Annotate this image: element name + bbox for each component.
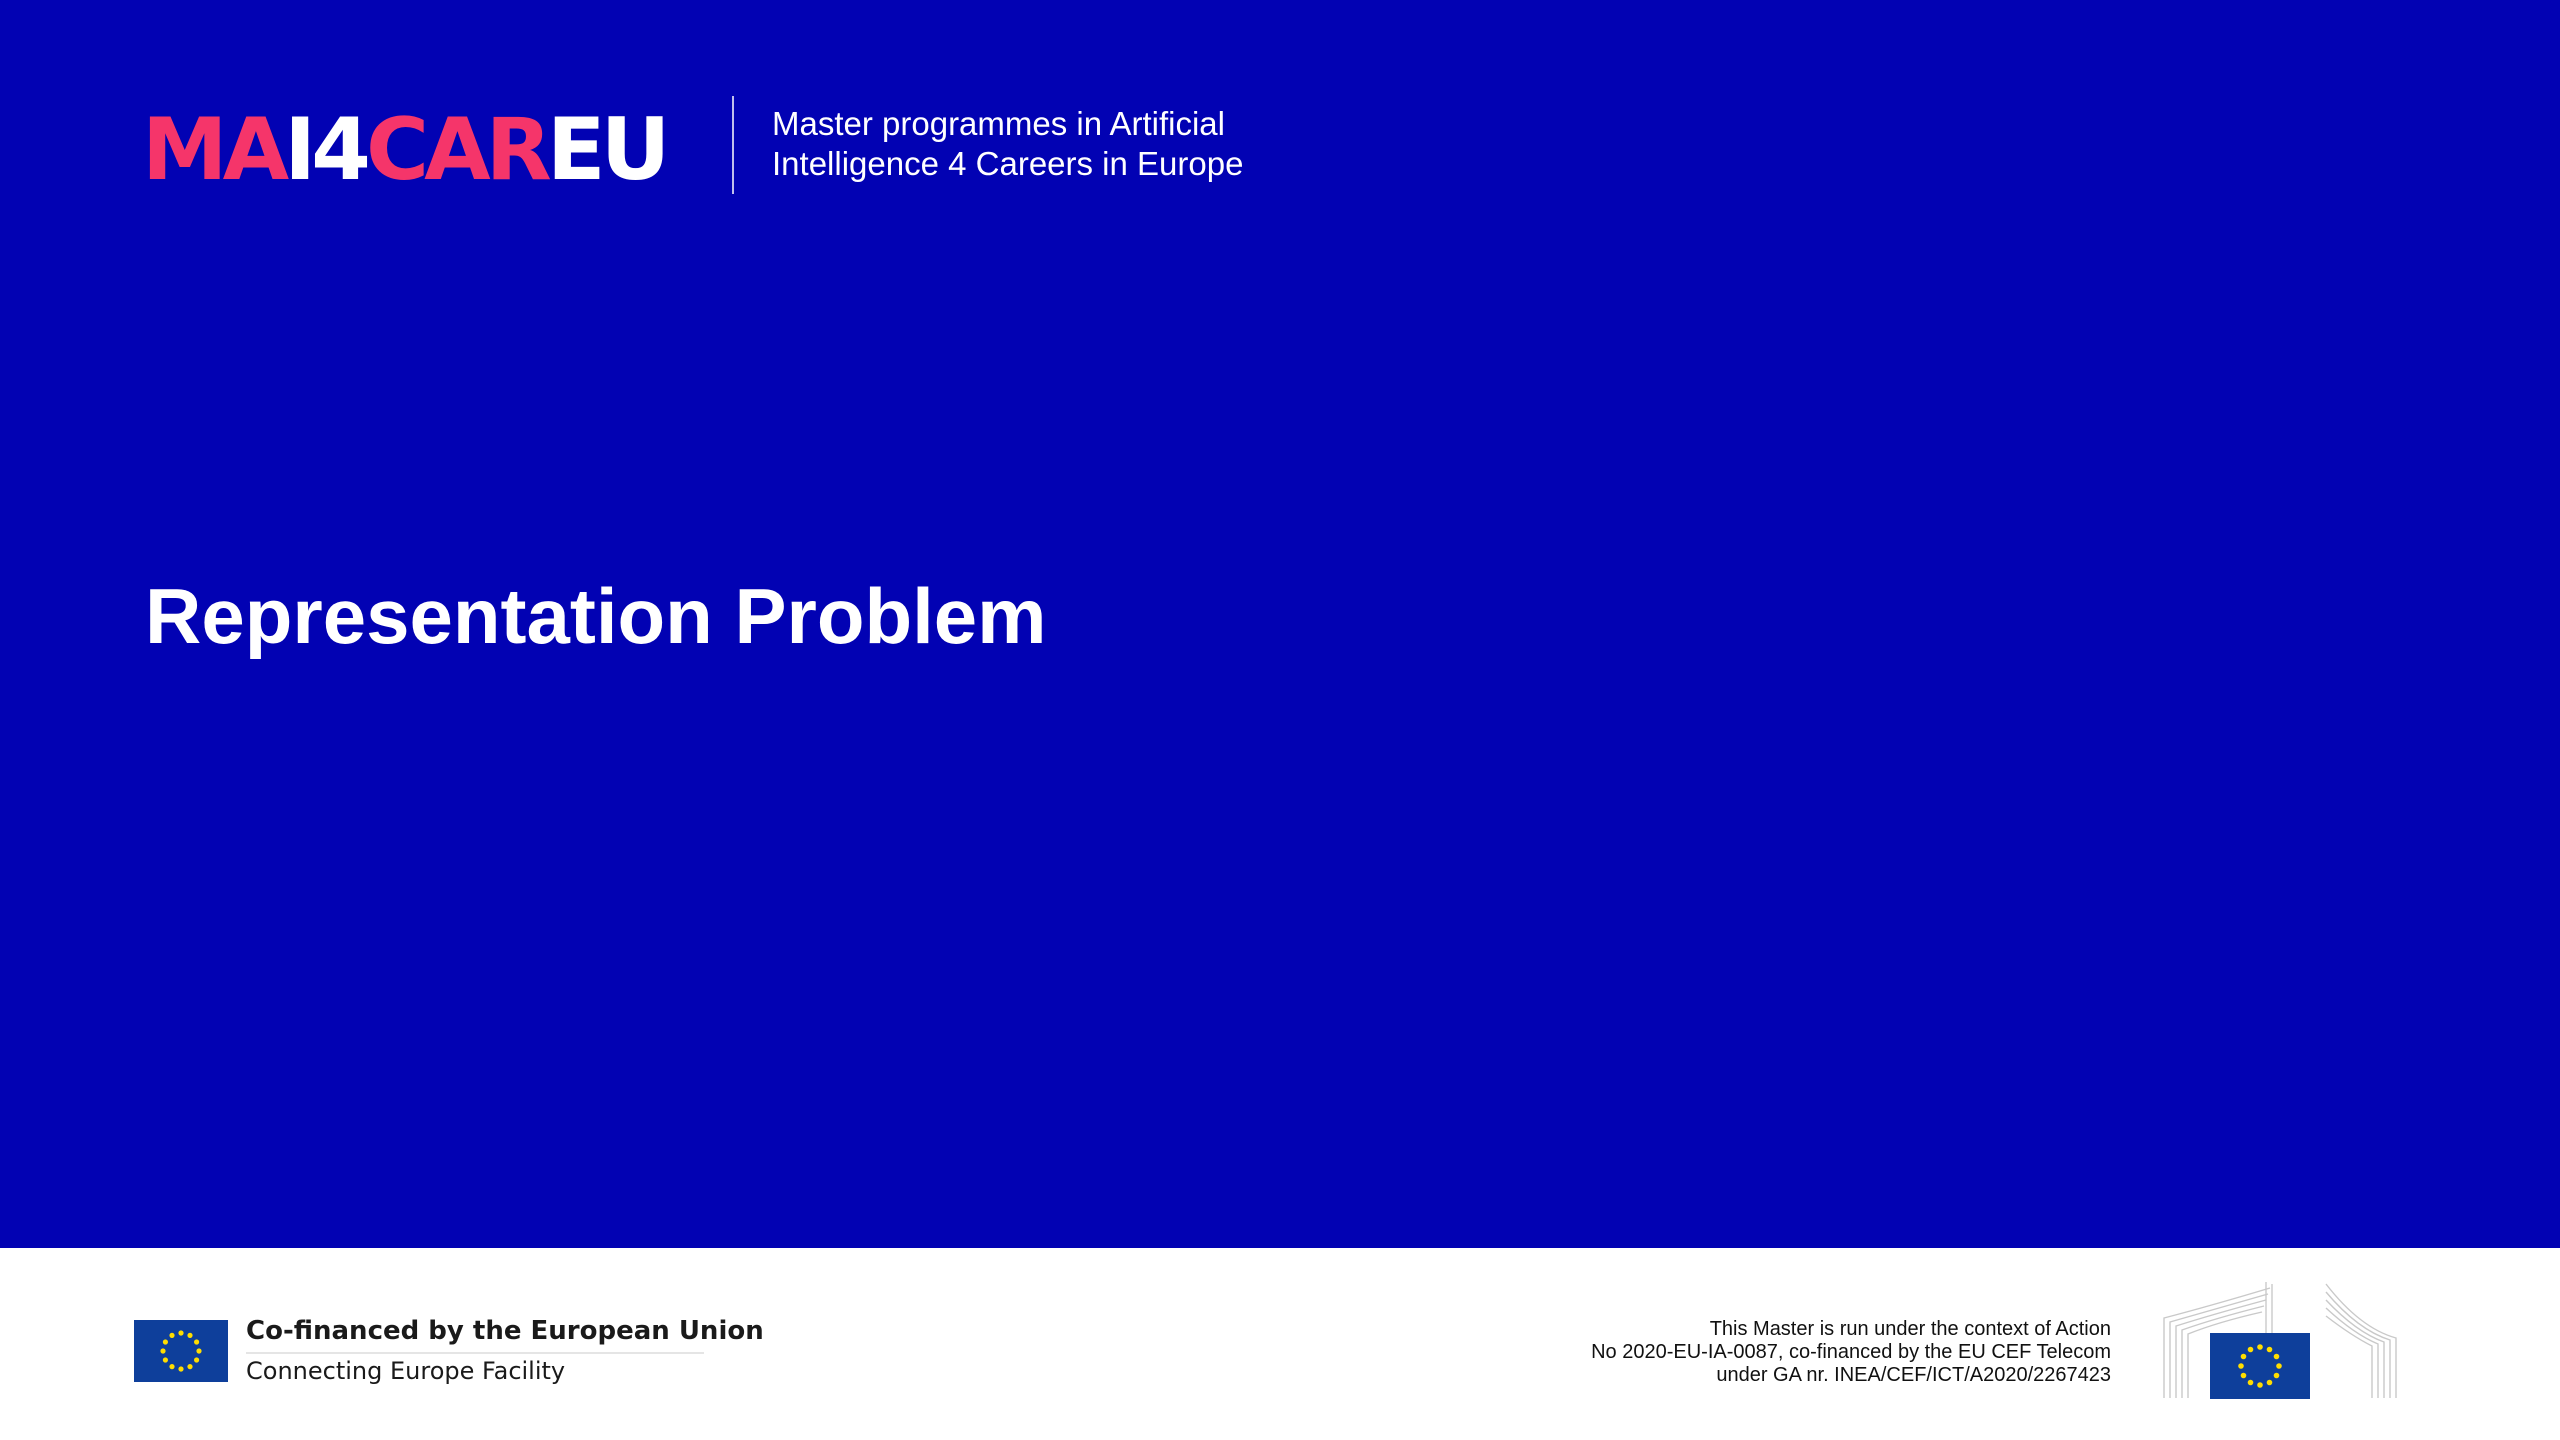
- eu-flag-icon: [134, 1320, 228, 1382]
- footer: [0, 1248, 2560, 1440]
- logo-part-car: CAR: [365, 100, 547, 200]
- slide-title: Representation Problem: [145, 572, 1047, 660]
- eu-stars-icon: [2210, 1333, 2310, 1399]
- eu-flag-icon: [2210, 1333, 2310, 1399]
- cofinanced-title: Co-financed by the European Union: [246, 1314, 704, 1354]
- action-line-2: No 2020-EU-IA-0087, co-financed by the EU CEF Telecom: [1591, 1341, 2111, 1363]
- tagline-line-1: Master programmes in Artificial: [772, 105, 1225, 142]
- eu-stars-icon: [134, 1320, 228, 1382]
- action-line-1: This Master is run under the context of Action: [1709, 1318, 2111, 1340]
- logo-part-eu: EU: [546, 100, 666, 200]
- tagline-line-2: Intelligence 4 Careers in Europe: [772, 145, 1244, 182]
- logo-divider: [732, 96, 734, 194]
- action-line-3: under GA nr. INEA/CEF/ICT/A2020/2267423: [1716, 1364, 2111, 1386]
- programme-tagline: [772, 104, 1243, 184]
- action-notice: [1591, 1318, 2111, 1387]
- cofinanced-subtitle: Connecting Europe Facility: [246, 1357, 566, 1385]
- logo-part-ma: MA: [142, 100, 285, 200]
- european-commission-logo: [2160, 1278, 2400, 1402]
- logo-part-i4: I4: [284, 100, 366, 200]
- mai4careu-logo: [142, 100, 665, 200]
- cofinanced-block: [246, 1314, 764, 1388]
